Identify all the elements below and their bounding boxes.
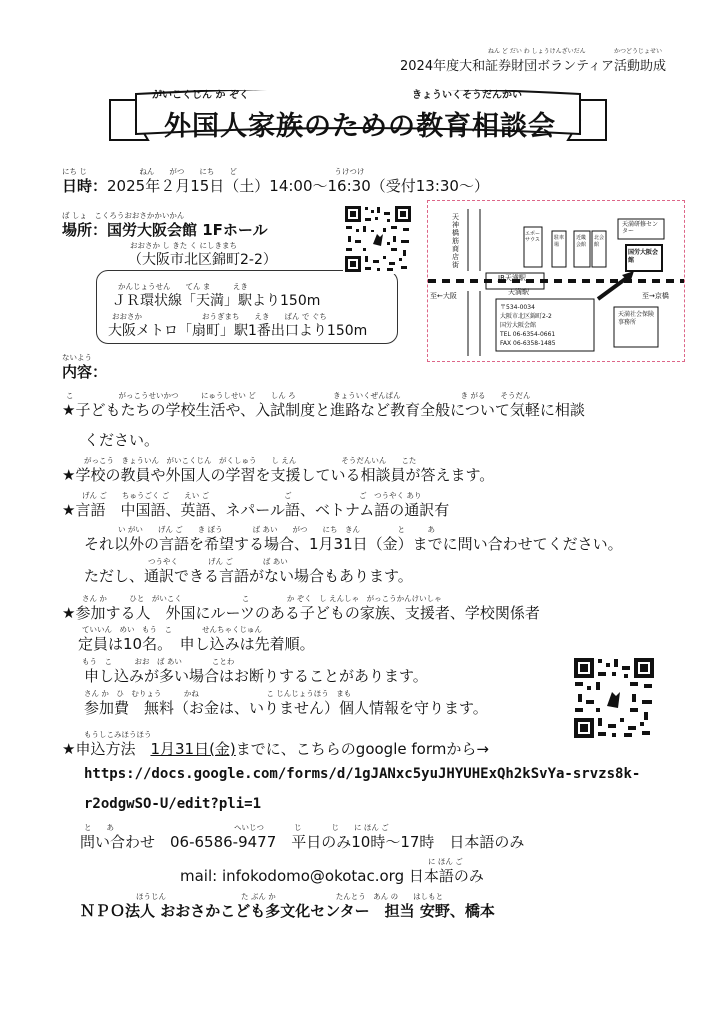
map-label-kita: 北会館 — [594, 235, 605, 248]
item-4-cont: 定員は10名。 申し込みは先着順。 — [78, 635, 315, 653]
form-url-line1[interactable]: https://docs.google.com/forms/d/1gJANxc5yuJHYUHExQh2kSvYa-srvzs8k- — [84, 766, 641, 782]
item-4-cont3: 参加費 無料（お金は、いりません）個人情報を守ります。 — [84, 699, 488, 717]
organization: ＮＰＯ法人 おおさかこども多文化センター 担当 安野、橋本 — [80, 902, 495, 920]
venue-qr-code[interactable] — [343, 204, 413, 274]
map-address-block — [500, 303, 556, 348]
contact-ruby: と あ へいじつ じ じ に ほん ご — [84, 823, 389, 832]
venue-address: （大阪市北区錦町2-2） — [128, 252, 277, 268]
contact-mail-ruby: に ほん ご — [428, 857, 463, 866]
title-ruby-2: きょういくそうだんかい — [412, 90, 522, 101]
map-label-to-osaka: 至←大阪 — [430, 292, 457, 300]
item2-ruby: がっこう きょういん がいこくじん がくしゅう し えん そうだんいん こた — [84, 456, 417, 465]
map-label-arcade: 天神橋筋商店街 — [452, 213, 459, 269]
datetime-ruby: にち じ ねん がつ にち ど うけつけ — [62, 167, 365, 176]
venue-map — [427, 200, 685, 362]
item-3: ★言語 中国語、英語、ネパール語、ベトナム語の通訳有 — [62, 501, 450, 519]
item-5-prefix: ★申込方法 — [62, 740, 151, 758]
map-label-kinki: 近畿会館 — [576, 235, 587, 248]
map-address-fax: FAX 06-6358-1485 — [500, 340, 556, 347]
map-address-line: 大阪市北区錦町2-2 — [500, 313, 552, 320]
map-label-parking: 駐車場 — [554, 235, 565, 248]
datetime — [62, 175, 489, 196]
item4-cont3-ruby: さん か ひ むりょう かね こ じんじょうほう まも — [84, 689, 352, 698]
venue-name: 国労大阪会館 1Fホール — [107, 221, 268, 239]
map-label-insurance: 天満社会保険事務所 — [618, 311, 655, 326]
map-address-zip: 〒534-0034 — [500, 304, 535, 311]
item3-cont2-ruby: つうやく げん ご ば あい — [148, 557, 288, 566]
item4-ruby: さん か ひと がいこく こ か ぞく し えんしゃ がっこうかんけいしゃ — [82, 594, 442, 603]
access-metro: 大阪メトロ「扇町」駅1番出口より150m — [108, 323, 368, 339]
item-4-cont2: 申し込みが多い場合はお断りすることがあります。 — [84, 667, 428, 685]
sponsor-ruby-2: かつどうじょせい — [614, 48, 663, 55]
sponsor-ruby: ねん ど だい わ しょうけんざいだん — [488, 48, 586, 55]
org-ruby: ほうじん た ぶん か たんとう あん の はしもと — [136, 892, 444, 901]
item-5 — [62, 738, 489, 759]
access2-ruby: おおさか おうぎまち えき ばん で ぐち — [112, 312, 327, 321]
item-1: ★子どもたちの学校生活や、入試制度と進路など教育全般について気軽に相談 — [62, 401, 585, 419]
map-label-jr: JR天満駅 — [498, 274, 526, 282]
item1-ruby: こ がっこうせいかつ にゅうしせい ど しん ろ きょういくぜんぱん き がる そうだん — [66, 391, 531, 400]
contact-phone: 問い合わせ 06-6586-9477 平日のみ10時～17時 日本語のみ — [80, 833, 525, 851]
datetime-value: 2025年２月15日（土）14:00～16:30（受付13:30～） — [107, 177, 489, 195]
item5-ruby: もうしこみほうほう — [84, 730, 152, 739]
map-label-tenma-station: 天満駅 — [508, 288, 529, 296]
venue-ruby: ば しょ こくろうおおさかかいかん — [62, 211, 185, 220]
venue-label: 場所： — [62, 221, 108, 239]
item3-ruby: げん ご ちゅうごく ご えい ご ご ご つうやく あり — [82, 491, 422, 500]
item-3-cont: それ以外の言語を希望する場合、1月31日（金）までに問い合わせてください。 — [84, 535, 623, 553]
form-qr-code[interactable] — [572, 656, 656, 740]
content-heading: 内容： — [62, 363, 108, 381]
item-2: ★学校の教員や外国人の学習を支援している相談員が答えます。 — [62, 466, 495, 484]
access-jr: ＪＲ環状線「天満」駅より150m — [112, 293, 321, 309]
deadline: 1月31日(金) — [150, 740, 236, 758]
item-1-cont: ください。 — [84, 431, 160, 449]
map-address-building: 国労大阪会館 — [500, 322, 537, 329]
address-ruby: おおさか し きた く にしきまち — [130, 241, 238, 250]
sponsor-line: 2024年度大和証券財団ボランティア活動助成 — [400, 59, 667, 74]
venue — [62, 219, 268, 240]
item-3-cont2: ただし、通訳できる言語がない場合もあります。 — [84, 567, 413, 585]
item4-cont-ruby: ていいん めい もう こ せんちゃくじゅん — [82, 625, 262, 634]
form-url-line2[interactable]: r2odgwSO-U/edit?pli=1 — [84, 796, 262, 812]
map-address-tel: TEL 06-6354-0661 — [500, 331, 556, 338]
map-label-venue: 国労大阪会館 — [628, 249, 659, 264]
item-5-suffix: までに、こちらのgoogle formから→ — [235, 740, 489, 758]
datetime-label: 日時： — [62, 177, 108, 195]
map-label-epo: エポーサウス — [525, 231, 541, 243]
title-ruby-1: がいこくじん か ぞく — [152, 90, 249, 101]
map-label-training-center: 天満研修センター — [622, 221, 659, 235]
map-label-to-kyobashi: 至→京橋 — [642, 292, 669, 300]
item3-cont-ruby: い がい げん ご き ぼう ば あい がつ にち きん と あ — [118, 525, 436, 534]
item-4: ★参加する人 外国にルーツのある子どもの家族、支援者、学校関係者 — [62, 604, 540, 622]
item4-cont2-ruby: もう こ おお ば あい ことわ — [82, 657, 235, 666]
content-heading-ruby: ないよう — [62, 353, 92, 362]
access1-ruby: かんじょうせん てん ま えき — [118, 282, 248, 291]
page-title: 外国人家族のための教育相談会 — [164, 111, 556, 142]
contact-mail[interactable]: mail: infokodomo@okotac.org 日本語のみ — [180, 867, 484, 885]
